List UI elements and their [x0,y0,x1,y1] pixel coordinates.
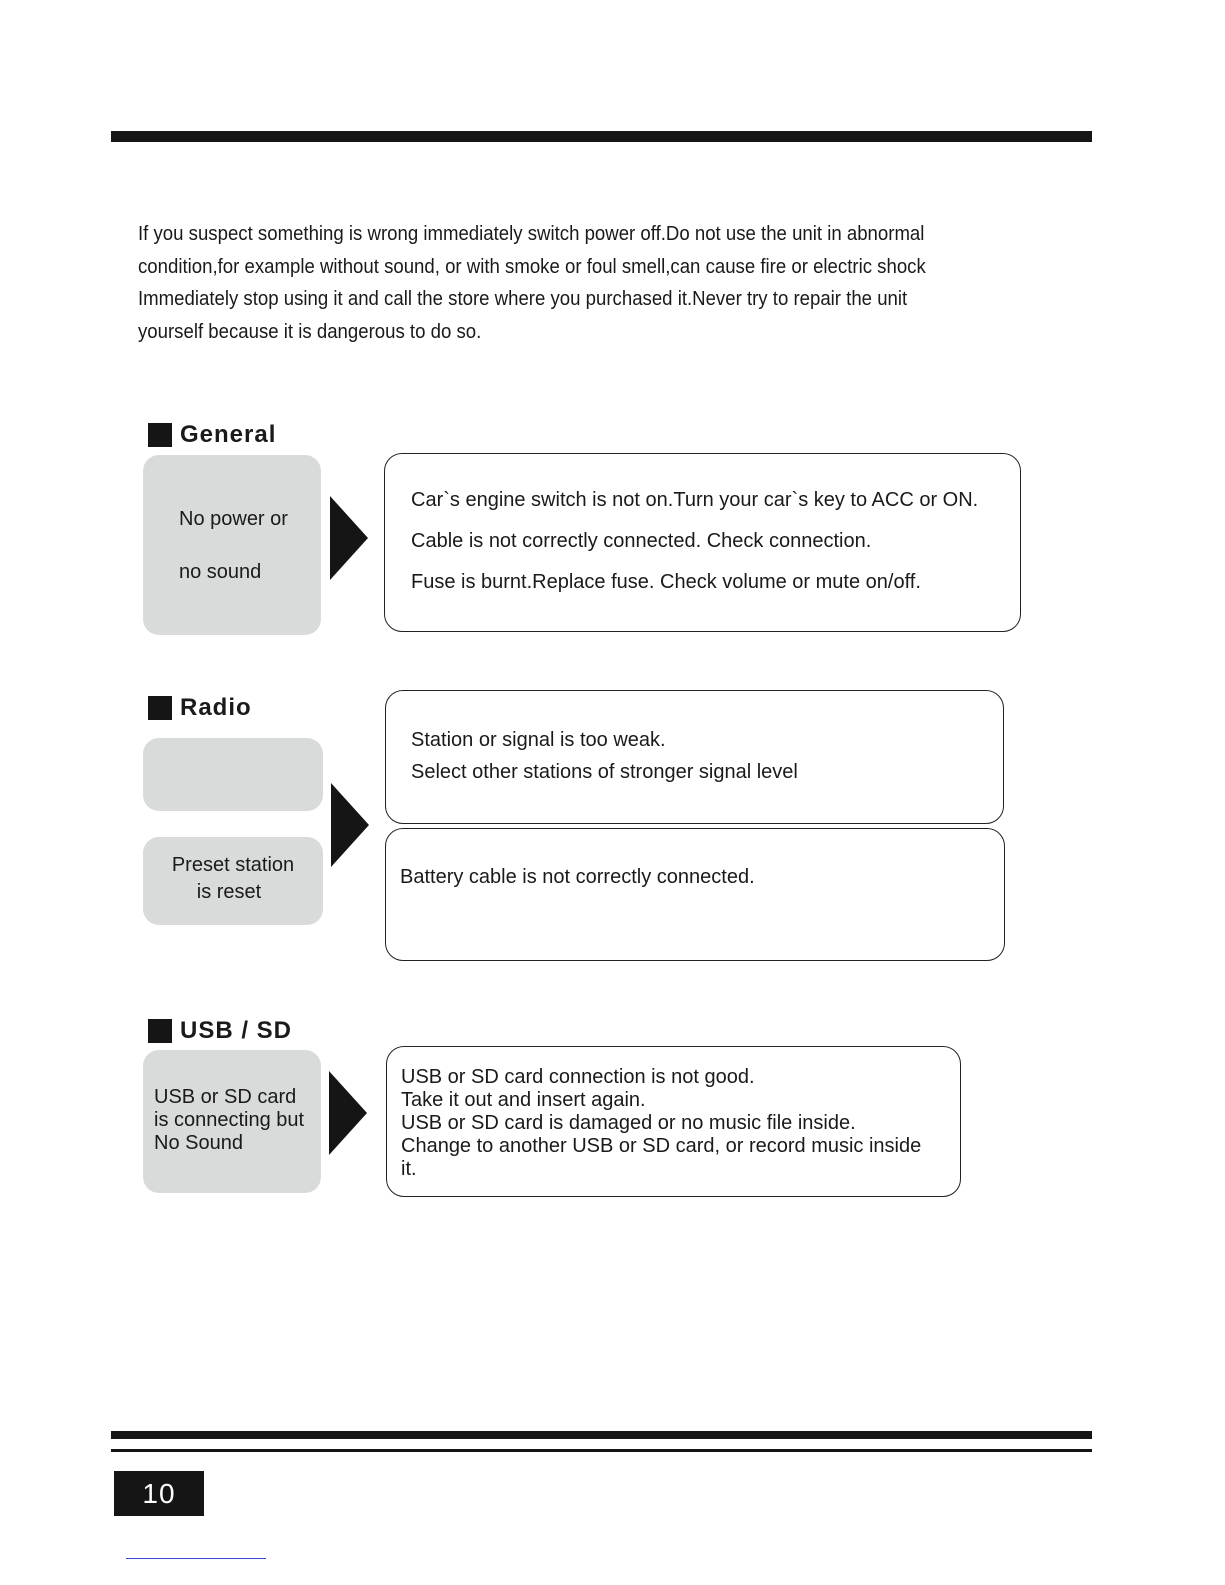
cause-text: Change to another USB or SD card, or record music inside [401,1135,922,1157]
bottom-rule-thick [111,1431,1092,1439]
symptom-text: Preset station [171,854,295,876]
section-heading-radio [148,694,252,722]
symptom-box-general [143,455,321,635]
symptom-text: USB or SD card [154,1086,297,1108]
cause-text: Car`s engine switch is not on.Turn your car`s key to ACC or ON. [411,489,979,511]
cause-text: Battery cable is not correctly connected. [400,866,755,888]
footer-link-underline [126,1558,266,1559]
intro-paragraph [138,218,1038,348]
section-title: General [180,421,277,448]
page-number: 10 [114,1471,204,1516]
top-rule [111,131,1092,142]
symptom-text: no sound [179,561,262,583]
arrow-right-icon [329,1071,367,1155]
cause-text: Cable is not correctly connected. Check connection. [411,530,872,552]
arrow-right-icon [331,783,369,867]
cause-box-radio-battery [385,828,1005,961]
symptom-text: No Sound [154,1132,243,1154]
intro-line: yourself because it is dangerous to do so. [138,320,482,343]
symptom-text: No power or [179,508,288,530]
symptom-text: is connecting but [154,1109,305,1131]
cause-text: Station or signal is too weak. [411,729,666,751]
section-heading-general [148,421,276,449]
symptom-box-radio [143,738,323,811]
symptom-box-preset [143,837,323,925]
heading-square-icon [148,423,172,447]
symptom-text: is reset [196,881,262,903]
heading-square-icon [148,696,172,720]
cause-text: USB or SD card connection is not good. [401,1066,755,1088]
heading-square-icon [148,1019,172,1043]
cause-text: USB or SD card is damaged or no music file inside. [401,1112,856,1134]
arrow-right-icon [330,496,368,580]
cause-box-general [384,453,1021,632]
cause-box-radio-signal [385,690,1004,824]
intro-line: If you suspect something is wrong immediately switch power off.Do not use the unit in abnormal [138,223,925,245]
cause-text: Fuse is burnt.Replace fuse. Check volume or mute on/off. [411,571,921,593]
cause-box-usb [386,1046,961,1197]
intro-line: Immediately stop using it and call the store where you purchased it.Never try to repair the unit [138,288,908,310]
intro-line: condition,for example without sound, or with smoke or foul smell,can cause fire or electric shock [138,255,926,278]
bottom-rule-thin [111,1449,1092,1452]
cause-text: it. [401,1158,417,1180]
symptom-box-usb [143,1050,321,1193]
cause-text: Take it out and insert again. [401,1089,646,1111]
cause-text: Select other stations of stronger signal level [411,761,798,783]
section-heading-usb [148,1017,292,1045]
section-title: USB / SD [180,1017,293,1044]
section-title: Radio [180,694,252,721]
